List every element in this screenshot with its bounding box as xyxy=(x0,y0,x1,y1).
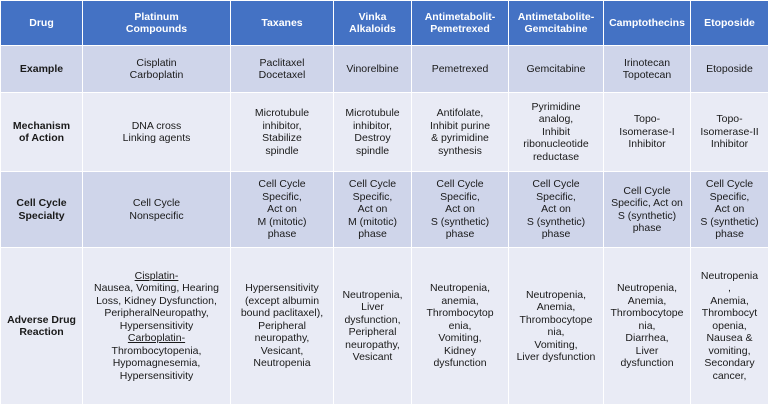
cell-text: Isomerase-I xyxy=(606,126,688,139)
cell-text: Nausea & xyxy=(693,332,766,345)
cell-text: Thrombocytop xyxy=(414,307,506,320)
row-example xyxy=(1,46,768,93)
cell-text: neuropathy, xyxy=(233,332,331,345)
cell-text: Cell Cycle xyxy=(606,185,688,198)
cell-text: M (mitotic) xyxy=(233,216,331,229)
cell-text: Specific, xyxy=(336,191,409,204)
table-cell xyxy=(604,248,691,405)
table-cell xyxy=(604,172,691,248)
cell-text: DNA cross xyxy=(85,120,228,133)
cell-text: vomiting, xyxy=(693,345,766,358)
cell-text: Specific, Act on xyxy=(606,197,688,210)
cell-text: spindle xyxy=(233,145,331,158)
cell-text: Topotecan xyxy=(606,69,688,82)
row-mechanism-of-action xyxy=(1,93,768,172)
cell-text: Specific, xyxy=(414,191,506,204)
cell-text: anemia, xyxy=(414,295,506,308)
cell-text: Peripheral xyxy=(233,320,331,333)
cell-text: Carboplatin- xyxy=(85,332,228,345)
cell-text: M (mitotic) xyxy=(336,216,409,229)
row-adverse-drug-reaction xyxy=(1,248,768,405)
cell-text: (except albumin xyxy=(233,295,331,308)
cell-text: Cell Cycle xyxy=(233,178,331,191)
cell-text: Act on xyxy=(693,203,766,216)
cell-text: Thrombocytope xyxy=(606,307,688,320)
cell-text: nia, xyxy=(606,320,688,333)
cell-text: Liver dysfunction xyxy=(511,351,601,364)
header-antimetabolite-gemcitabine: Antimetabolite- Gemcitabine xyxy=(509,1,604,46)
table-cell xyxy=(231,248,334,405)
cell-text: Microtubule xyxy=(336,107,409,120)
table-cell xyxy=(509,248,604,405)
cell-text: Topo- xyxy=(693,113,766,126)
table-cell xyxy=(334,248,412,405)
table-cell xyxy=(334,46,412,93)
cell-text: Neutropenia, xyxy=(511,289,601,302)
cell-text: dysfunction, xyxy=(336,314,409,327)
cell-text: Gemcitabine xyxy=(511,63,601,76)
table-cell xyxy=(604,46,691,93)
table-cell xyxy=(412,93,509,172)
cell-text: phase xyxy=(693,228,766,241)
cell-text: Hypersensitivity xyxy=(85,320,228,333)
row-label: Adverse Drug Reaction xyxy=(1,248,83,405)
cell-text: neuropathy, xyxy=(336,339,409,352)
cell-text: Docetaxel xyxy=(233,69,331,82)
cell-text: Thrombocyt xyxy=(693,307,766,320)
cell-text: Act on xyxy=(414,203,506,216)
cell-text: Act on xyxy=(336,203,409,216)
cell-text: Pyrimidine xyxy=(511,101,601,114)
table-cell xyxy=(509,93,604,172)
header-taxanes: Taxanes xyxy=(231,1,334,46)
header-etoposide: Etoposide xyxy=(691,1,768,46)
table-cell xyxy=(231,172,334,248)
row-label: Cell Cycle Specialty xyxy=(1,172,83,248)
header-antimetabolit-pemetrexed: Antimetabolit- Pemetrexed xyxy=(412,1,509,46)
cell-text: dysfunction xyxy=(606,357,688,370)
header-camptothecins: Camptothecins xyxy=(604,1,691,46)
cell-text: inhibitor, xyxy=(233,120,331,133)
cell-text: inhibitor, xyxy=(336,120,409,133)
cell-text: Specific, xyxy=(233,191,331,204)
cell-text: Vesicant, xyxy=(233,345,331,358)
table-cell xyxy=(412,248,509,405)
cell-text: Diarrhea, xyxy=(606,332,688,345)
cell-text: Loss, Kidney Dysfunction, xyxy=(85,295,228,308)
cell-text: Neutropenia xyxy=(693,270,766,283)
cell-text: phase xyxy=(336,228,409,241)
cell-text: nia, xyxy=(511,326,601,339)
cell-text: Paclitaxel xyxy=(233,57,331,70)
cell-text: Linking agents xyxy=(85,132,228,145)
cell-text: Cell Cycle xyxy=(511,178,601,191)
table-cell xyxy=(231,46,334,93)
cell-text: Act on xyxy=(511,203,601,216)
cell-text: , xyxy=(693,282,766,295)
cell-text: S (synthetic) xyxy=(414,216,506,229)
cell-text: Neutropenia xyxy=(233,357,331,370)
cell-text: Nausea, Vomiting, Hearing xyxy=(85,282,228,295)
header-row xyxy=(1,1,768,46)
cell-text: Thrombocytopenia, xyxy=(85,345,228,358)
cell-text: Cell Cycle xyxy=(414,178,506,191)
cell-text: Neutropenia, xyxy=(414,282,506,295)
cell-text: phase xyxy=(414,228,506,241)
cell-text: Neutropenia, xyxy=(336,289,409,302)
cell-text: Anemia, xyxy=(606,295,688,308)
cell-text: openia, xyxy=(693,320,766,333)
cell-text: Liver xyxy=(336,301,409,314)
cell-text: Antifolate, xyxy=(414,107,506,120)
cell-text: Vomiting, xyxy=(414,332,506,345)
cell-text: Inhibit purine xyxy=(414,120,506,133)
row-label: Mechanism of Action xyxy=(1,93,83,172)
cell-text: analog, xyxy=(511,113,601,126)
table-cell xyxy=(412,46,509,93)
cell-text: Stabilize xyxy=(233,132,331,145)
cell-text: Anemia, xyxy=(693,295,766,308)
table-cell xyxy=(83,248,231,405)
header-drug: Drug xyxy=(1,1,83,46)
cell-text: & pyrimidine xyxy=(414,132,506,145)
row-label: Example xyxy=(1,46,83,93)
cell-text: Topo- xyxy=(606,113,688,126)
cell-text: Nonspecific xyxy=(85,210,228,223)
cell-text: Cell Cycle xyxy=(85,197,228,210)
cell-text: phase xyxy=(233,228,331,241)
cell-text: cancer, xyxy=(693,370,766,383)
cell-text: Vomiting, xyxy=(511,339,601,352)
cell-text: Specific, xyxy=(693,191,766,204)
cell-text: PeripheralNeuropathy, xyxy=(85,307,228,320)
table-cell xyxy=(691,172,768,248)
cell-text: Liver xyxy=(606,345,688,358)
cell-text: Hypersensitivity xyxy=(233,282,331,295)
cell-text: synthesis xyxy=(414,145,506,158)
cell-text: Act on xyxy=(233,203,331,216)
cell-text: Neutropenia, xyxy=(606,282,688,295)
table-cell xyxy=(231,93,334,172)
cell-text: spindle xyxy=(336,145,409,158)
table-cell xyxy=(83,46,231,93)
cell-text: S (synthetic) xyxy=(606,210,688,223)
cell-text: Destroy xyxy=(336,132,409,145)
table-cell xyxy=(334,172,412,248)
cell-text: Inhibitor xyxy=(693,138,766,151)
cell-text: Peripheral xyxy=(336,326,409,339)
table-cell xyxy=(334,93,412,172)
cell-text: phase xyxy=(606,222,688,235)
cell-text: Cell Cycle xyxy=(336,178,409,191)
cell-text: Inhibit xyxy=(511,126,601,139)
table-cell xyxy=(412,172,509,248)
table-cell xyxy=(691,46,768,93)
cell-text: Inhibitor xyxy=(606,138,688,151)
cell-text: ribonucleotide xyxy=(511,138,601,151)
cell-text: Secondary xyxy=(693,357,766,370)
table-cell xyxy=(509,172,604,248)
cell-text: Specific, xyxy=(511,191,601,204)
cell-text: Kidney xyxy=(414,345,506,358)
cell-text: Vinorelbine xyxy=(336,63,409,76)
cell-text: dysfunction xyxy=(414,357,506,370)
table-cell xyxy=(691,93,768,172)
cell-text: Hypersensitivity xyxy=(85,370,228,383)
cell-text: Etoposide xyxy=(693,63,766,76)
table-cell xyxy=(604,93,691,172)
cell-text: reductase xyxy=(511,151,601,164)
cell-text: Cisplatin- xyxy=(85,270,228,283)
cell-text: Hypomagnesemia, xyxy=(85,357,228,370)
header-platinum-compounds: Platinum Compounds xyxy=(83,1,231,46)
header-vinka-alkaloids: Vinka Alkaloids xyxy=(334,1,412,46)
cell-text: Microtubule xyxy=(233,107,331,120)
cell-text: Pemetrexed xyxy=(414,63,506,76)
cell-text: Anemia, xyxy=(511,301,601,314)
cell-text: bound paclitaxel), xyxy=(233,307,331,320)
table-cell xyxy=(509,46,604,93)
cell-text: Thrombocytope xyxy=(511,314,601,327)
cell-text: enia, xyxy=(414,320,506,333)
row-cell-cycle-specialty xyxy=(1,172,768,248)
cell-text: Carboplatin xyxy=(85,69,228,82)
cell-text: phase xyxy=(511,228,601,241)
table-cell xyxy=(691,248,768,405)
cell-text: Cell Cycle xyxy=(693,178,766,191)
cell-text: Cisplatin xyxy=(85,57,228,70)
cell-text: Isomerase-II xyxy=(693,126,766,139)
cell-text: Vesicant xyxy=(336,351,409,364)
cell-text: S (synthetic) xyxy=(693,216,766,229)
cell-text: Irinotecan xyxy=(606,57,688,70)
table-cell xyxy=(83,93,231,172)
cell-text: S (synthetic) xyxy=(511,216,601,229)
table-cell xyxy=(83,172,231,248)
